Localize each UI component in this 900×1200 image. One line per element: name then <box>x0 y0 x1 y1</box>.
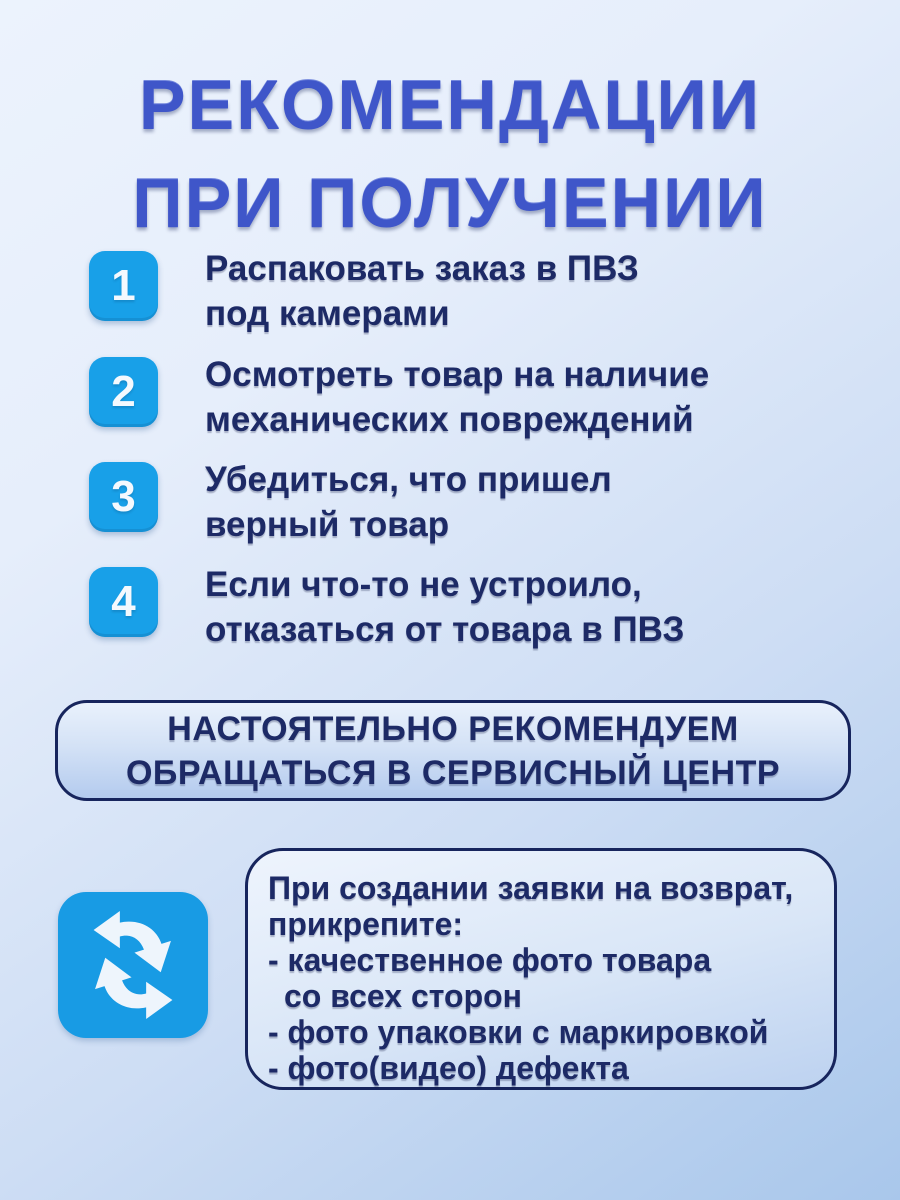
recommendation-banner-line1: НАСТОЯТЕЛЬНО РЕКОМЕНДУЕМ <box>167 709 739 748</box>
exchange-arrows-icon <box>58 892 208 1038</box>
step-text-line2: под камерами <box>205 294 450 333</box>
step-text <box>205 562 684 652</box>
list-item <box>89 246 639 336</box>
step-number-badge: 4 <box>89 567 158 637</box>
step-number-badge: 2 <box>89 357 158 427</box>
return-note-line: - фото упаковки с маркировкой <box>268 1014 769 1050</box>
step-text-line1: Убедиться, что пришел <box>205 460 612 499</box>
list-item <box>89 352 709 442</box>
step-text-line1: Осмотреть товар на наличие <box>205 355 710 394</box>
step-number-badge: 1 <box>89 251 158 321</box>
step-text <box>205 457 612 547</box>
list-item <box>89 457 612 547</box>
step-text-line1: Если что-то не устроило, <box>205 565 642 604</box>
return-note-line: - фото(видео) дефекта <box>268 1050 629 1086</box>
return-instructions-box <box>245 848 837 1090</box>
page-title <box>0 56 900 252</box>
return-note-line: - качественное фото товара <box>268 942 712 978</box>
recommendation-banner <box>55 700 851 801</box>
step-text-line2: верный товар <box>205 505 450 544</box>
recommendation-banner-line2: ОБРАЩАТЬСЯ В СЕРВИСНЫЙ ЦЕНТР <box>125 753 781 792</box>
return-note-line: прикрепите: <box>268 906 464 942</box>
step-text <box>205 246 639 336</box>
step-number-badge: 3 <box>89 462 158 532</box>
step-text <box>205 352 709 442</box>
list-item <box>89 562 684 652</box>
page-title-line1: РЕКОМЕНДАЦИИ <box>138 66 762 144</box>
step-text-line1: Распаковать заказ в ПВЗ <box>205 249 639 288</box>
page-title-line2: ПРИ ПОЛУЧЕНИИ <box>132 164 768 242</box>
return-note-line: При создании заявки на возврат, <box>268 870 794 906</box>
step-text-line2: механических повреждений <box>205 400 694 439</box>
return-note-line: со всех сторон <box>284 978 522 1014</box>
step-text-line2: отказаться от товара в ПВЗ <box>205 610 685 649</box>
